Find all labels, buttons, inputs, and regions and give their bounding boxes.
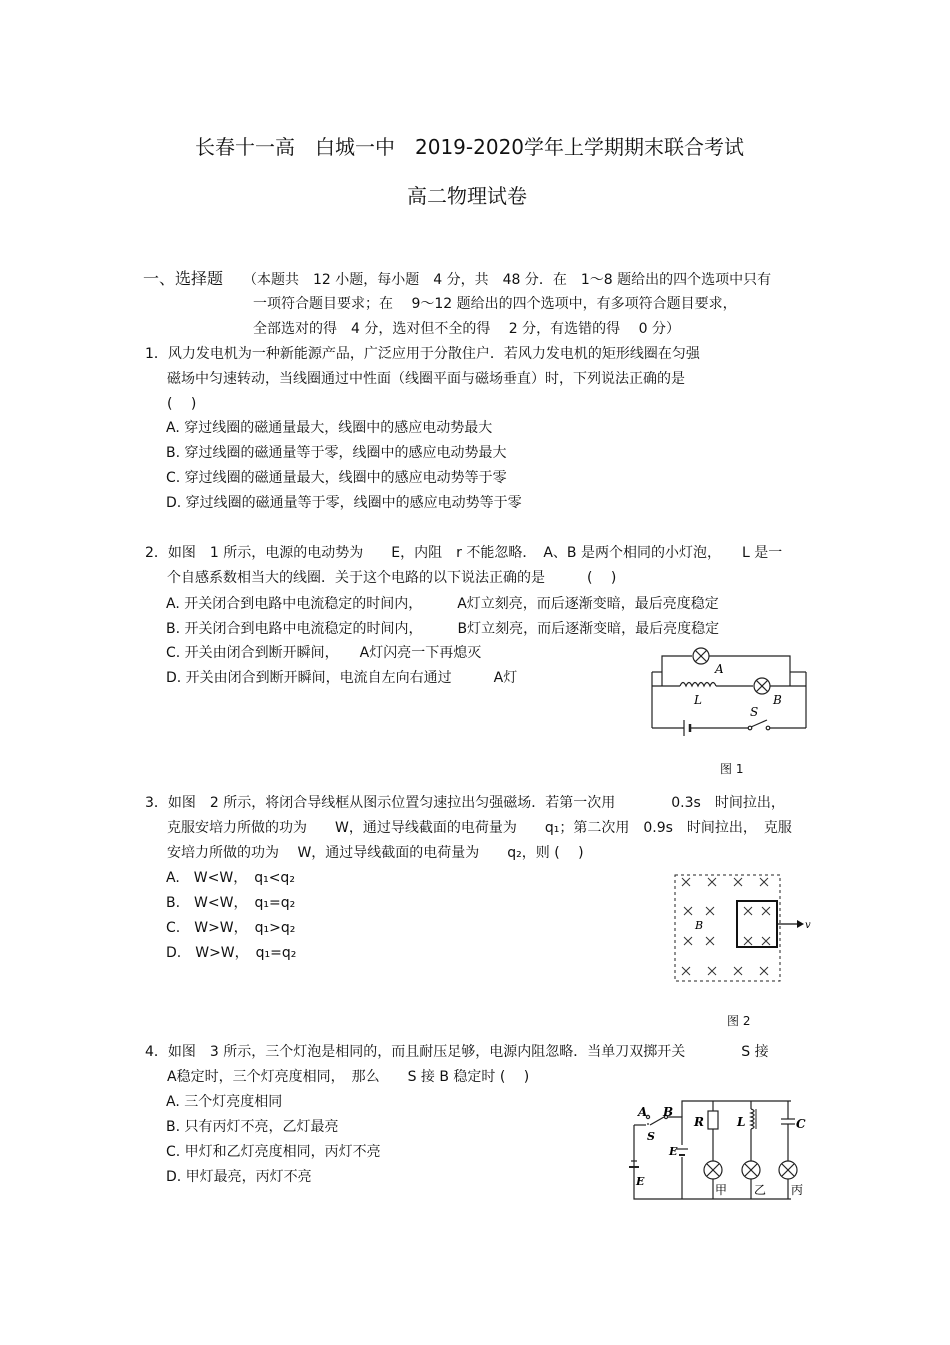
- q1-option-c: C. 穿过线圈的磁通量最大，线圈中的感应电动势等于零: [166, 470, 507, 486]
- fig3-label-yi: 乙: [754, 1183, 767, 1197]
- q1-option-a: A. 穿过线圈的磁通量最大，线圈中的感应电动势最大: [166, 420, 493, 436]
- fig1-label-b: B: [773, 693, 782, 707]
- q4-stem: 4．如图 3 所示，三个灯泡是相同的，而且耐压足够，电源内阻忽略．当单刀双掷开关 S 接: [145, 1044, 769, 1060]
- q2-stem: 2．如图 1 所示，电源的电动势为 E，内阻 r 不能忽略． A、B 是两个相同的小灯泡， L 是一: [145, 545, 783, 561]
- fig3-label-a: A: [638, 1105, 648, 1119]
- exam-title: 长春十一高 白城一中 2019-2020学年上学期期末联合考试: [195, 135, 745, 159]
- figure-2-caption: 图 2: [727, 1014, 751, 1028]
- q1-option-b: B. 穿过线圈的磁通量等于零，线圈中的感应电动势最大: [166, 445, 507, 461]
- fig3-label-bing: 丙: [791, 1183, 804, 1197]
- q3-option-d: D. W>W， q₁=q₂: [166, 945, 297, 961]
- figure-1-caption: 图 1: [720, 762, 744, 776]
- fig1-label-a: A: [715, 662, 724, 676]
- q3-stem: 安培力所做的功为 W，通过导线截面的电荷量为 q₂，则 ( ): [167, 845, 584, 861]
- fig1-label-s: S: [750, 705, 759, 719]
- fig3-label-s: S: [647, 1130, 655, 1143]
- q4-option-c: C. 甲灯和乙灯亮度相同，丙灯不亮: [166, 1144, 381, 1160]
- q2-option-b: B. 开关闭合到电路中电流稳定的时间内， B灯立刻亮，而后逐渐变暗，最后亮度稳定: [166, 621, 720, 637]
- q1-stem: ( ): [167, 396, 197, 412]
- q3-option-c: C. W>W， q₁>q₂: [166, 920, 296, 936]
- q1-stem: 1．风力发电机为一种新能源产品，广泛应用于分散住户．若风力发电机的矩形线圈在匀强: [145, 346, 700, 362]
- q2-option-c: C. 开关由闭合到断开瞬间， A灯闪亮一下再熄灭: [166, 645, 482, 661]
- fig3-label-e1: E: [636, 1175, 645, 1188]
- instruction-line: （本题共 12 小题，每小题 4 分，共 48 分．在 1～8 题给出的四个选项中只有: [243, 272, 772, 288]
- fig3-label-r: R: [694, 1115, 704, 1129]
- q4-stem: A稳定时，三个灯亮度相同， 那么 S 接 B 稳定时 ( ): [167, 1069, 530, 1085]
- fig3-label-b: B: [663, 1105, 674, 1119]
- q3-option-b: B. W<W， q₁=q₂: [166, 895, 296, 911]
- instruction-line: 全部选对的得 4 分，选对但不全的得 2 分，有选错的得 0 分）: [253, 321, 680, 337]
- figure-1-circuit: [640, 642, 812, 742]
- q1-option-d: D. 穿过线圈的磁通量等于零，线圈中的感应电动势等于零: [166, 495, 522, 511]
- fig2-label-v: v: [805, 920, 811, 931]
- fig3-label-l: L: [737, 1115, 746, 1129]
- q1-stem: 磁场中匀速转动，当线圈通过中性面（线圈平面与磁场垂直）时，下列说法正确的是: [167, 371, 685, 387]
- fig3-label-jia: 甲: [715, 1183, 728, 1197]
- q2-stem: 个自感系数相当大的线圈．关于这个电路的以下说法正确的是 ( ): [167, 570, 617, 586]
- q3-stem: 3．如图 2 所示，将闭合导线框从图示位置匀速拉出匀强磁场．若第一次用 0.3s 时间拉出，: [145, 795, 785, 811]
- q3-stem: 克服安培力所做的功为 W，通过导线截面的电荷量为 q₁；第二次用 0.9s 时间拉出， 克服: [167, 820, 792, 836]
- q4-option-d: D. 甲灯最亮，丙灯不亮: [166, 1169, 312, 1185]
- q4-option-a: A. 三个灯亮度相同: [166, 1094, 283, 1110]
- q3-option-a: A. W<W， q₁<q₂: [166, 870, 295, 886]
- fig3-label-e2: E: [669, 1145, 678, 1158]
- figure-3-circuit: [626, 1095, 814, 1205]
- q4-option-b: B. 只有丙灯不亮，乙灯最亮: [166, 1119, 339, 1135]
- exam-subtitle: 高二物理试卷: [407, 184, 527, 208]
- section-heading: 一、选择题: [143, 269, 224, 288]
- fig2-label-b: B: [695, 919, 704, 932]
- q2-option-a: A. 开关闭合到电路中电流稳定的时间内， A灯立刻亮，而后逐渐变暗，最后亮度稳定: [166, 596, 719, 612]
- q2-option-d: D. 开关由闭合到断开瞬间，电流自左向右通过 A灯: [166, 670, 518, 686]
- fig1-label-l: L: [694, 693, 702, 707]
- figure-2-magnetic-field: [672, 872, 814, 984]
- fig3-label-c: C: [796, 1117, 806, 1131]
- instruction-line: 一项符合题目要求；在 9～12 题给出的四个选项中，有多项符合题目要求，: [253, 296, 737, 312]
